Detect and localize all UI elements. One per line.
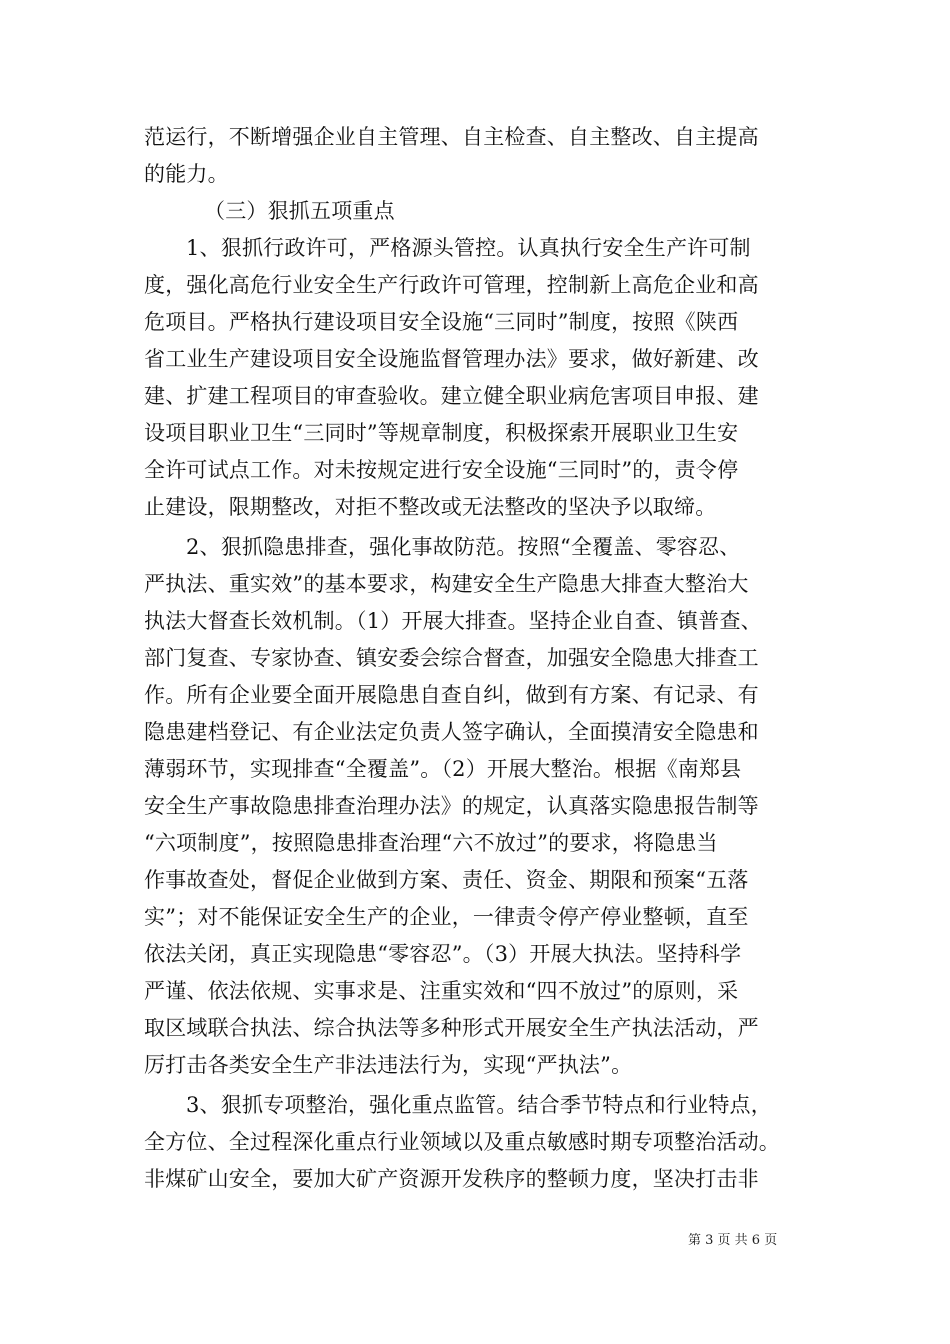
- body-line: 建、扩建工程项目的审查验收。建立健全职业病危害项目申报、建: [144, 384, 759, 408]
- body-line: 的能力。: [144, 162, 229, 186]
- body-line: 取区域联合执法、综合执法等多种形式开展安全生产执法活动，严: [144, 1016, 759, 1040]
- body-line: 厉打击各类安全生产非法违法行为，实现“严执法”。: [144, 1053, 633, 1077]
- body-line: 作。所有企业要全面开展隐患自查自纠，做到有方案、有记录、有: [144, 683, 759, 707]
- body-line: 非煤矿山安全，要加大矿产资源开发秩序的整顿力度，坚决打击非: [144, 1167, 759, 1191]
- body-line: 全许可试点工作。对未按规定进行安全设施“三同时”的，责令停: [144, 458, 739, 482]
- body-line: 全方位、全过程深化重点行业领域以及重点敏感时期专项整治活动。: [144, 1130, 780, 1154]
- body-line: “六项制度”，按照隐患排查治理“六不放过”的要求，将隐患当: [144, 831, 718, 855]
- body-line: 部门复查、专家协查、镇安委会综合督查，加强安全隐患大排查工: [144, 646, 759, 670]
- section-heading: （三）狠抓五项重点: [204, 199, 395, 223]
- body-line: 严执法、重实效”的基本要求，构建安全生产隐患大排查大整治大: [144, 572, 749, 596]
- body-line: 1、狠抓行政许可，严格源头管控。认真执行安全生产许可制: [186, 236, 751, 260]
- body-line: 隐患建档登记、有企业法定负责人签字确认，全面摸清安全隐患和: [144, 720, 759, 744]
- body-line: 实”；对不能保证安全生产的企业，一律责令停产停业整顿，直至: [144, 905, 749, 929]
- body-line: 止建设，限期整改，对拒不整改或无法整改的坚决予以取缔。: [144, 495, 717, 519]
- body-line: 设项目职业卫生“三同时”等规章制度，积极探索开展职业卫生安: [144, 421, 739, 445]
- body-line: 3、狠抓专项整治，强化重点监管。结合季节特点和行业特点，: [186, 1093, 772, 1117]
- body-line: 执法大督查长效机制。（1）开展大排查。坚持企业自查、镇普查、: [144, 609, 762, 633]
- body-line: 度，强化高危行业安全生产行政许可管理，控制新上高危企业和高: [144, 273, 759, 297]
- body-line: 省工业生产建设项目安全设施监督管理办法》要求，做好新建、改: [144, 347, 759, 371]
- page-number: 第 3 页 共 6 页: [688, 1233, 778, 1248]
- body-line: 安全生产事故隐患排查治理办法》的规定，认真落实隐患报告制等: [144, 794, 759, 818]
- body-line: 依法关闭，真正实现隐患“零容忍”。（3）开展大执法。坚持科学: [144, 942, 742, 966]
- body-line: 薄弱环节，实现排查“全覆盖”。（2）开展大整治。根据《南郑县: [144, 757, 742, 781]
- body-line: 范运行，不断增强企业自主管理、自主检查、自主整改、自主提高: [144, 125, 759, 149]
- body-line: 危项目。严格执行建设项目安全设施“三同时”制度，按照《陕西: [144, 310, 739, 334]
- body-line: 2、狠抓隐患排查，强化事故防范。按照“全覆盖、零容忍、: [186, 535, 741, 559]
- body-line: 严谨、依法依规、实事求是、注重实效和“四不放过”的原则，采: [144, 979, 739, 1003]
- body-line: 作事故查处，督促企业做到方案、责任、资金、期限和预案“五落: [144, 868, 749, 892]
